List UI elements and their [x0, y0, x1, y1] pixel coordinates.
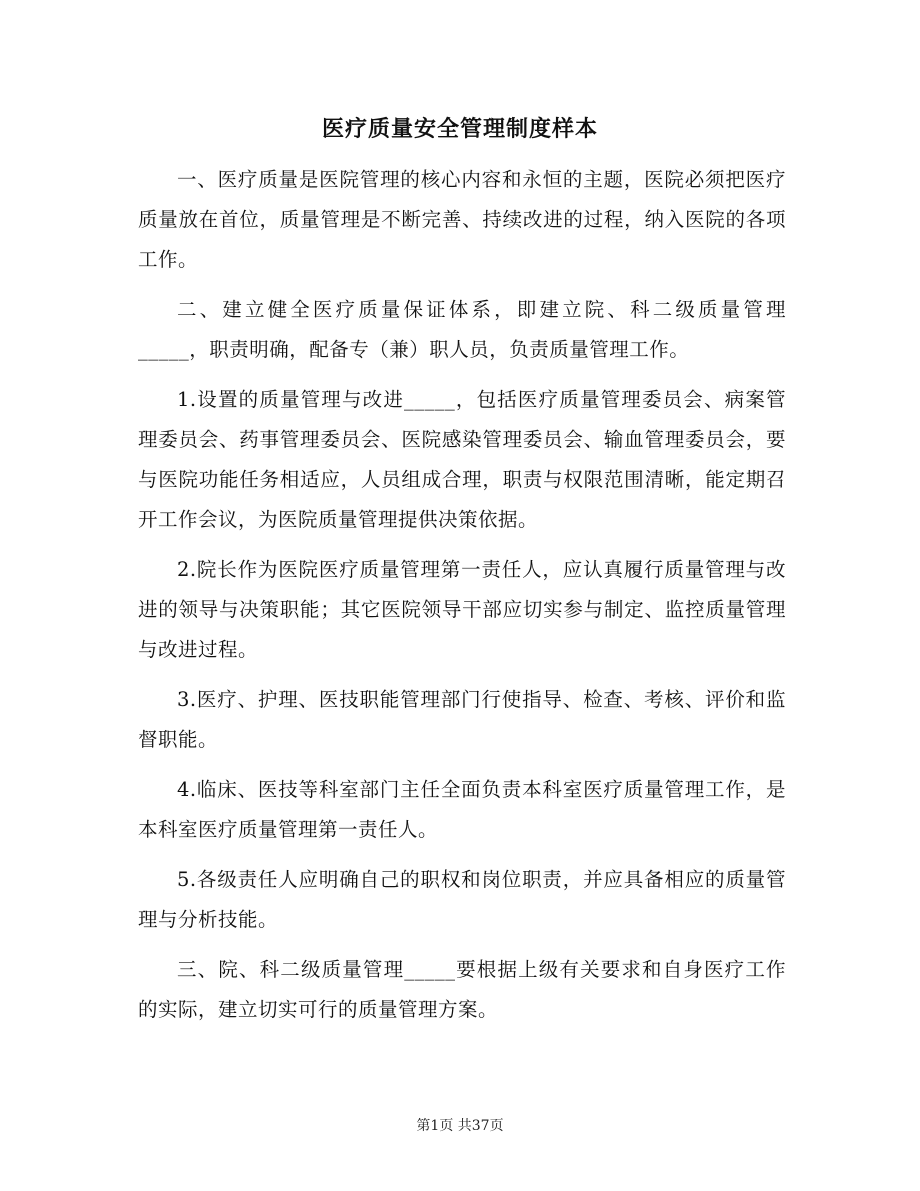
paragraph-2-item-4: 4.临床、医技等科室部门主任全面负责本科室医疗质量管理工作，是本科室医疗质量管理第一责任人。: [138, 778, 786, 841]
document-title: 医疗质量安全管理制度样本: [321, 116, 598, 142]
paragraph-3: 三、院、科二级质量管理_____要根据上级有关要求和自身医疗工作的实际，建立切实可行的质量管理方案。: [138, 958, 786, 1021]
paragraph-2: 二、建立健全医疗质量保证体系，即建立院、科二级质量管理_____，职责明确，配备专（兼）职人员，负责质量管理工作。: [138, 298, 786, 361]
paragraph-2-item-3: 3.医疗、护理、医技职能管理部门行使指导、检查、考核、评价和监督职能。: [138, 688, 786, 751]
paragraph-1: 一、医疗质量是医院管理的核心内容和永恒的主题，医院必须把医疗质量放在首位，质量管理是不断完善、持续改进的过程，纳入医院的各项工作。: [138, 168, 786, 271]
document-body: [138, 160, 786, 1040]
page-number-footer: 第1页 共37页: [416, 1118, 504, 1134]
paragraph-2-item-1: 1.设置的质量管理与改进_____，包括医疗质量管理委员会、病案管理委员会、药事管理委员会、医院感染管理委员会、输血管理委员会，要与医院功能任务相适应，人员组成合理，职责与权限范围清晰，能定期召开工作会议，为医院质量管理提供决策依据。: [138, 388, 786, 531]
paragraph-2-item-2: 2.院长作为医院医疗质量管理第一责任人，应认真履行质量管理与改进的领导与决策职能；其它医院领导干部应切实参与制定、监控质量管理与改进过程。: [138, 558, 786, 661]
paragraph-2-item-5: 5.各级责任人应明确自己的职权和岗位职责，并应具备相应的质量管理与分析技能。: [138, 868, 786, 931]
